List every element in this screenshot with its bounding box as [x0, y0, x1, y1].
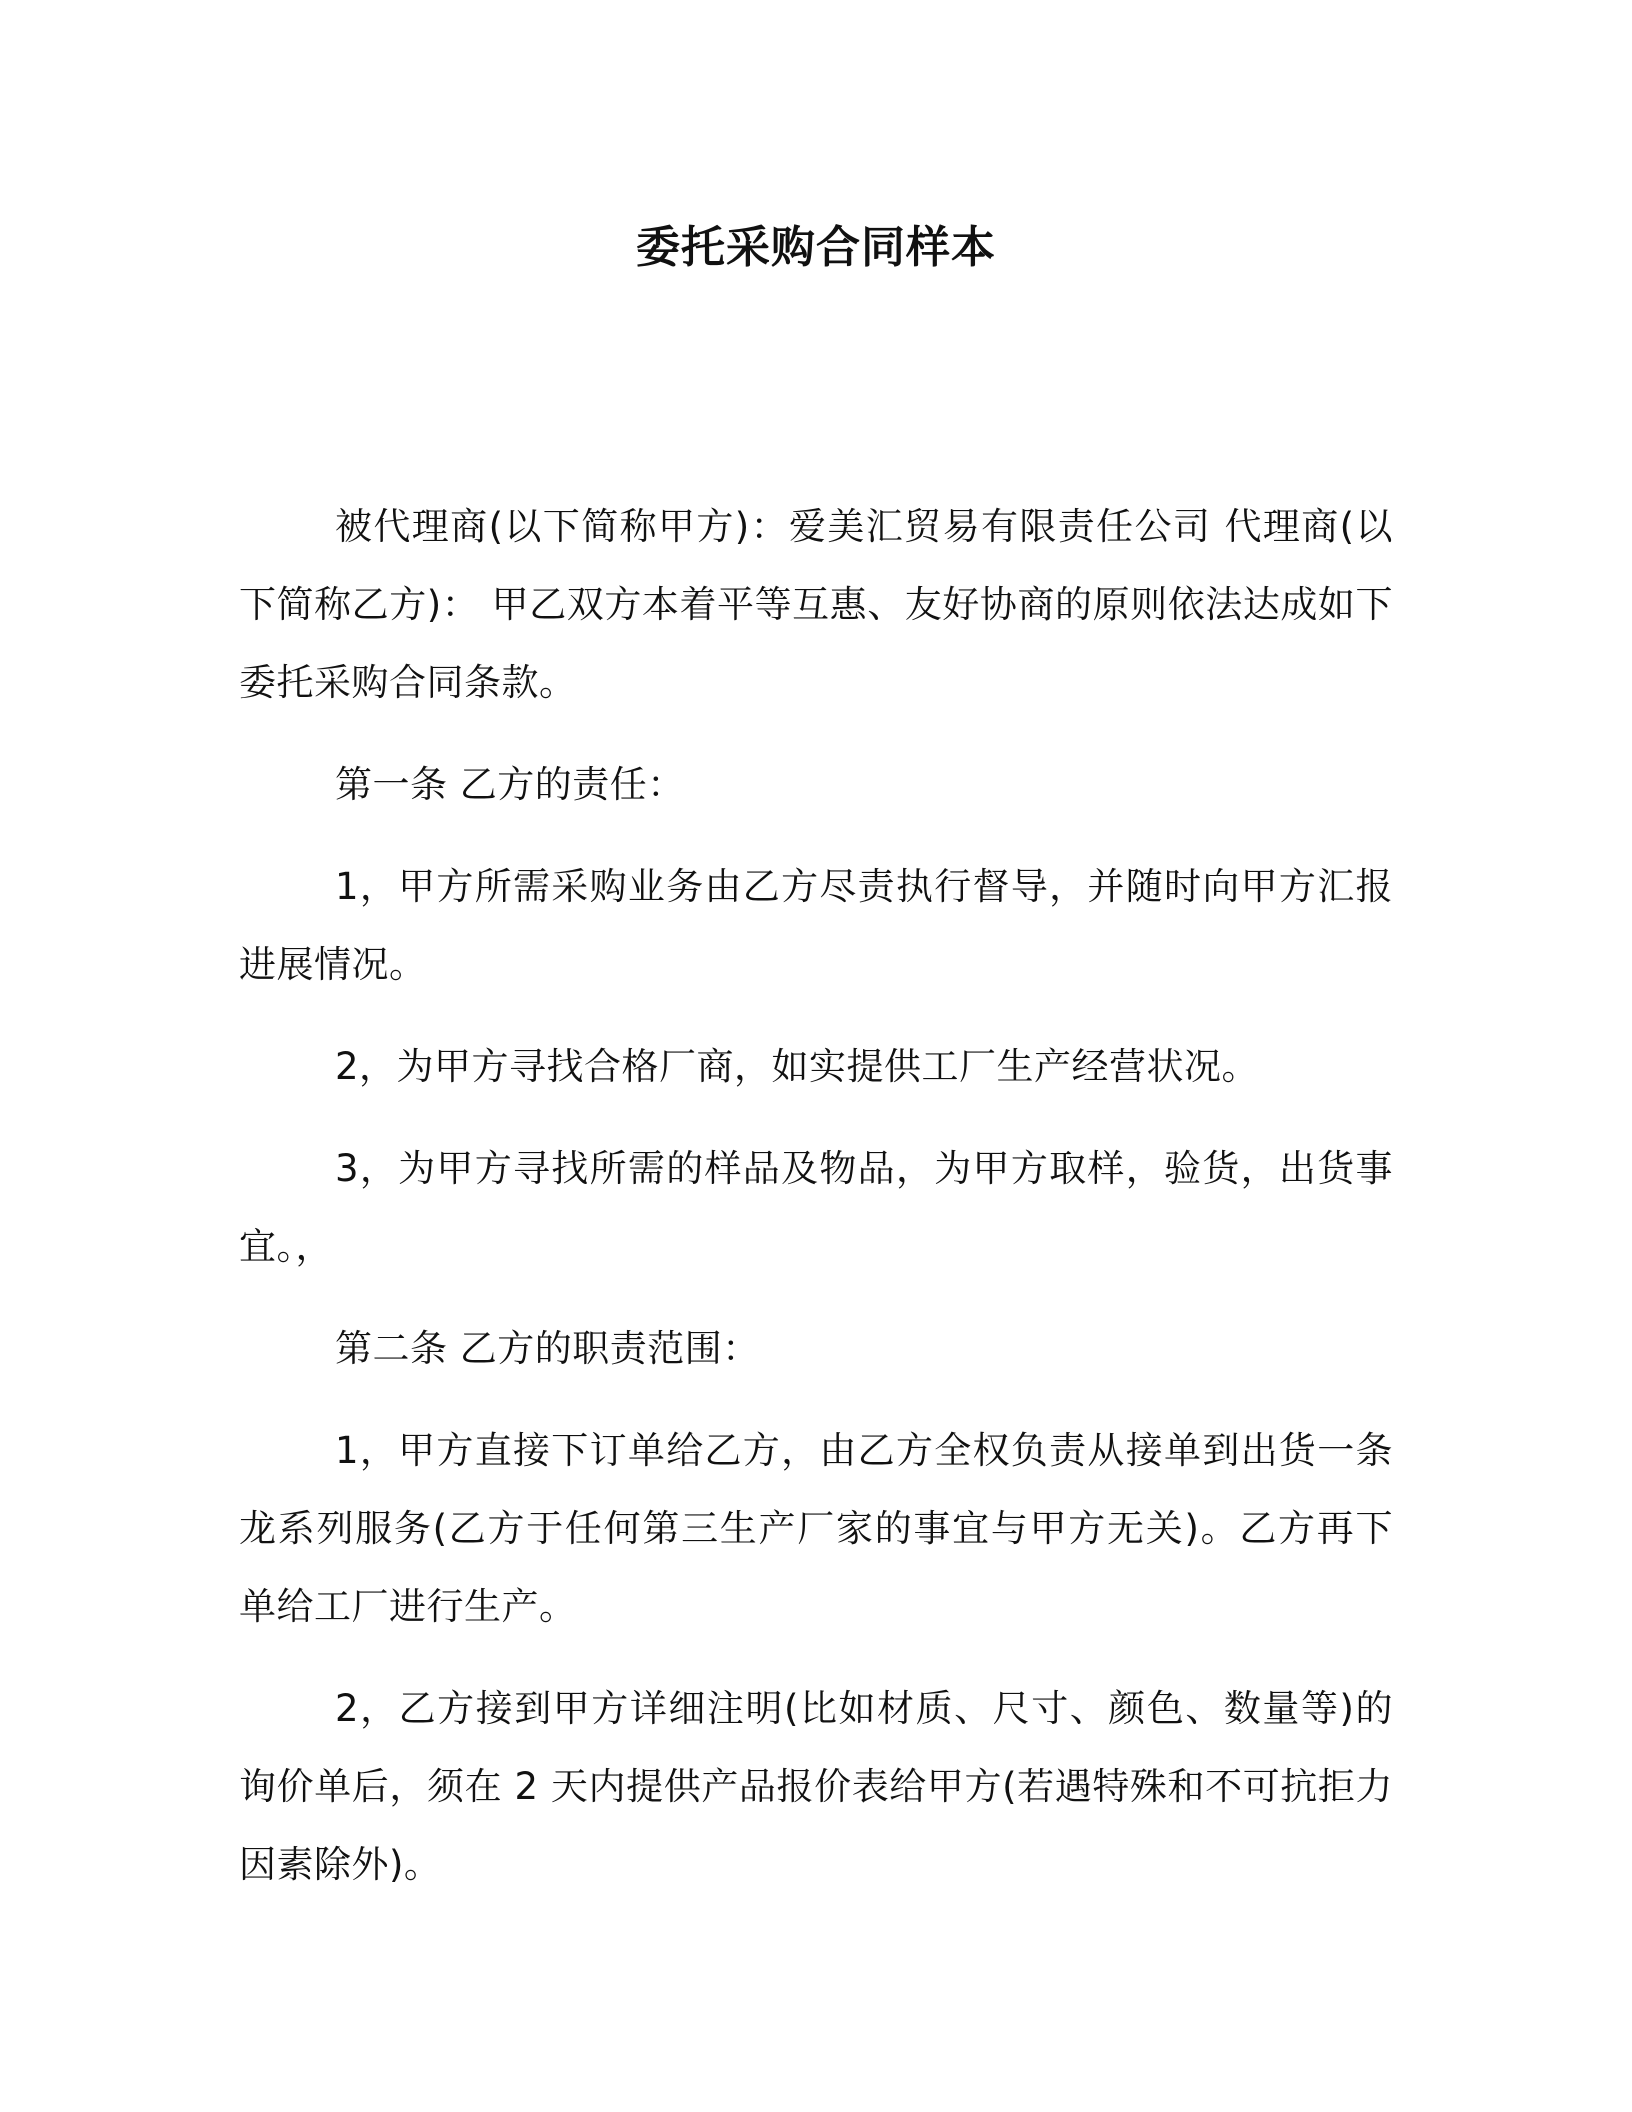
article-1-item-3: 3，为甲方寻找所需的样品及物品，为甲方取样，验货，出货事宜。，	[239, 1147, 1393, 1268]
article-1-item-1: 1，甲方所需采购业务由乙方尽责执行督导，并随时向甲方汇报进展情况。	[239, 865, 1393, 986]
document-body	[239, 488, 1393, 1928]
document-title: 委托采购合同样本	[636, 222, 996, 273]
paragraph-parties: 被代理商(以下简称甲方)：爱美汇贸易有限责任公司 代理商(以下简称乙方)： 甲乙双方本着平等互惠、友好协商的原则依法达成如下委托采购合同条款。	[239, 505, 1393, 704]
article-2-item-1: 1，甲方直接下订单给乙方，由乙方全权负责从接单到出货一条龙系列服务(乙方于任何第三生产厂家的事宜与甲方无关)。乙方再下单给工厂进行生产。	[239, 1429, 1393, 1628]
article-1-item-2: 2，为甲方寻找合格厂商，如实提供工厂生产经营状况。	[335, 1045, 1260, 1088]
article-2-item-2: 2，乙方接到甲方详细注明(比如材质、尺寸、颜色、数量等)的询价单后，须在 2 天内提供产品报价表给甲方(若遇特殊和不可抗拒力因素除外)。	[239, 1687, 1393, 1886]
article-1-heading: 第一条 乙方的责任：	[335, 763, 685, 806]
article-2-heading: 第二条 乙方的职责范围：	[335, 1327, 760, 1370]
